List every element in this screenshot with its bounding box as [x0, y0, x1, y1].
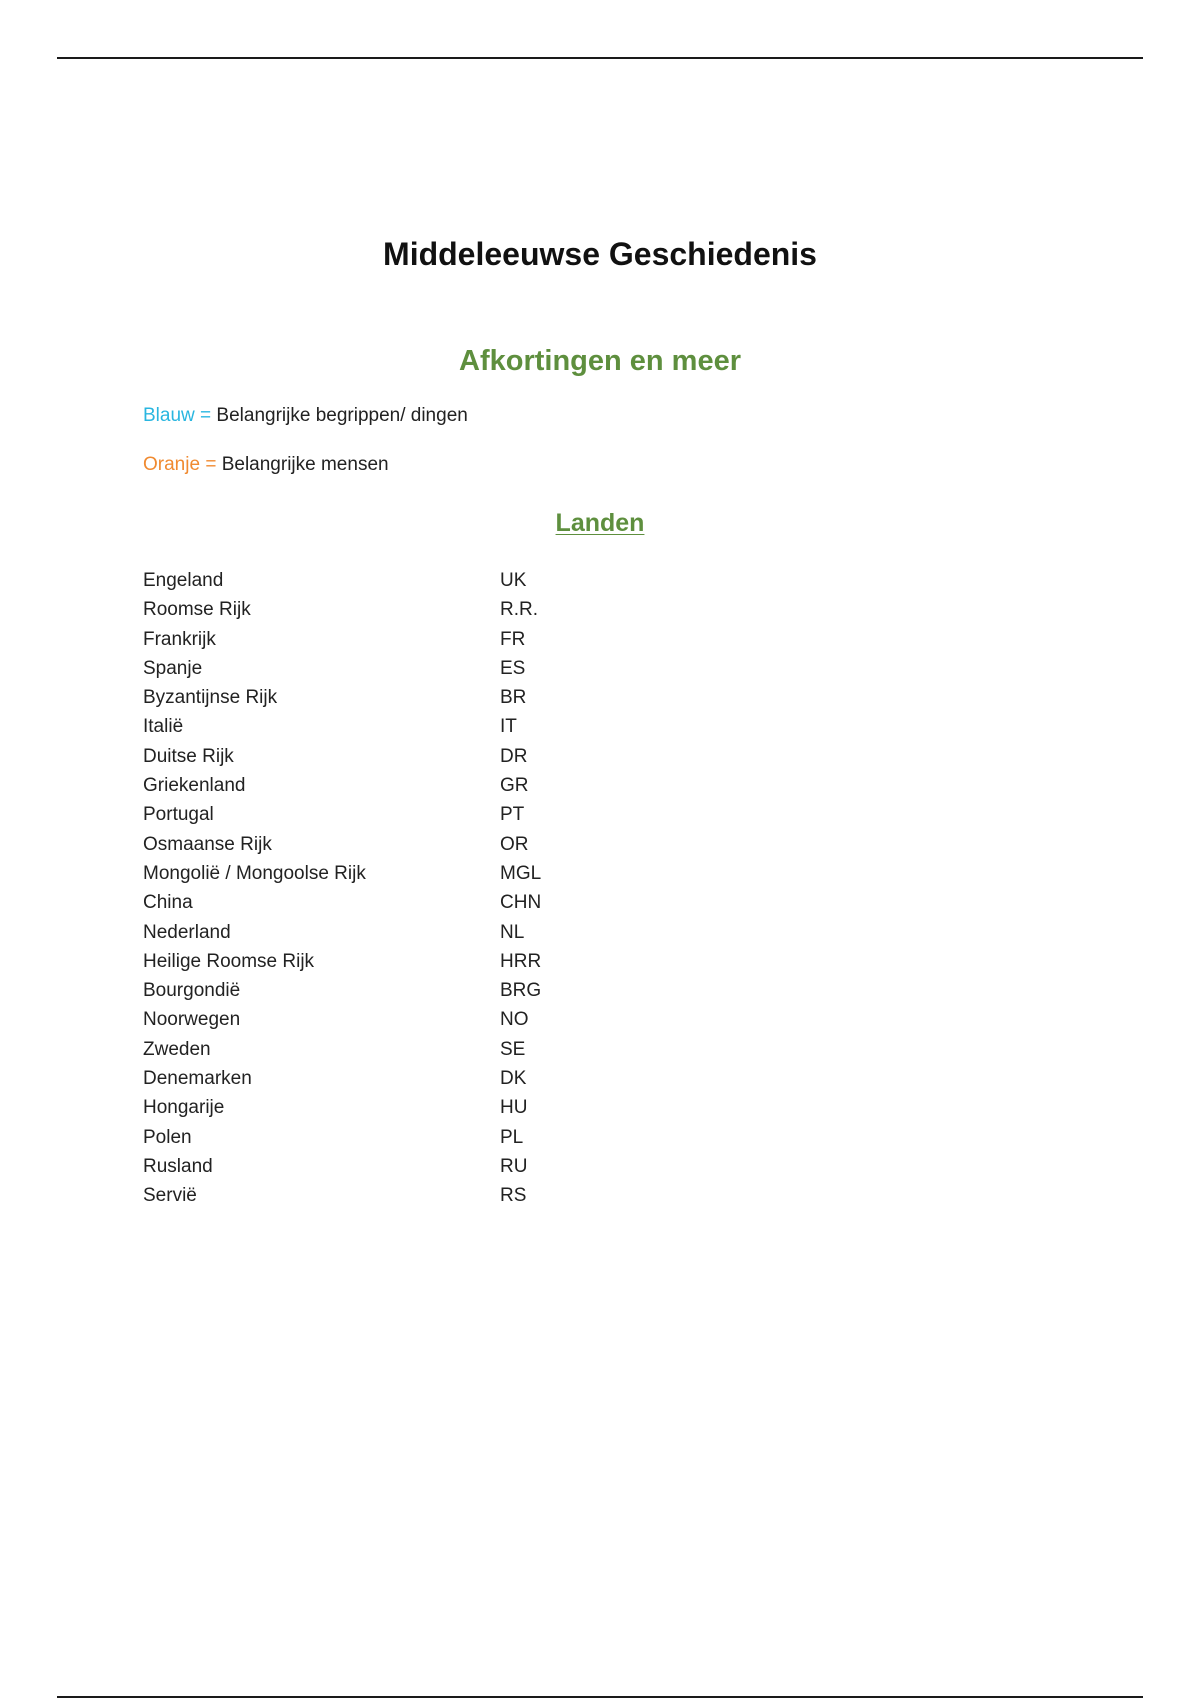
legend-equals-blue: = [200, 405, 212, 426]
country-code: GR [500, 775, 529, 797]
table-row [143, 625, 643, 654]
table-row [143, 683, 643, 712]
table-row [143, 1181, 643, 1210]
legend-item-orange [143, 454, 389, 476]
country-code: BRG [500, 980, 542, 1002]
country-code: ES [500, 657, 526, 679]
country-name: Polen [143, 1126, 192, 1148]
table-row [143, 1152, 643, 1181]
legend-description-orange: Belangrijke mensen [221, 454, 389, 475]
table-row [143, 1123, 643, 1152]
table-row [143, 918, 643, 947]
country-code: PT [500, 804, 525, 826]
country-name: Hongarije [143, 1097, 225, 1119]
table-row [143, 888, 643, 917]
country-code: DK [500, 1068, 527, 1090]
table-row [143, 1005, 643, 1034]
country-code: RU [500, 1155, 528, 1177]
table-row [143, 859, 643, 888]
country-code: IT [500, 716, 517, 738]
country-code: PL [500, 1126, 524, 1148]
table-row [143, 947, 643, 976]
legend-description-blue: Belangrijke begrippen/ dingen [216, 405, 468, 426]
country-code: CHN [500, 892, 542, 914]
country-code: SE [500, 1038, 526, 1060]
country-name: Noorwegen [143, 1009, 241, 1031]
country-code: RS [500, 1185, 527, 1207]
country-name: Rusland [143, 1155, 213, 1177]
country-name: Byzantijnse Rijk [143, 687, 278, 709]
country-code: MGL [500, 862, 542, 884]
country-code: R.R. [500, 599, 538, 621]
section-heading-landen: Landen [555, 509, 645, 537]
country-abbreviation-table [143, 566, 643, 1211]
country-code: NL [500, 921, 525, 943]
legend-key-blue: Blauw [143, 405, 195, 426]
table-row [143, 771, 643, 800]
country-name: Nederland [143, 921, 231, 943]
country-name: Engeland [143, 570, 224, 591]
table-row [143, 654, 643, 683]
country-name: Duitse Rijk [143, 745, 234, 767]
country-code: FR [500, 628, 526, 650]
country-code: HU [500, 1097, 528, 1119]
country-name: Spanje [143, 657, 203, 679]
table-row [143, 830, 643, 859]
table-row [143, 566, 643, 595]
legend-equals-orange: = [205, 454, 217, 475]
country-name: Portugal [143, 804, 214, 826]
country-code: BR [500, 687, 527, 709]
country-code: UK [500, 570, 527, 591]
country-name: Italië [143, 716, 184, 738]
page-title: Middeleeuwse Geschiedenis [383, 236, 817, 272]
country-name: Zweden [143, 1038, 211, 1060]
table-row [143, 976, 643, 1005]
header-rule [57, 57, 1143, 59]
table-row [143, 1093, 643, 1122]
country-code: OR [500, 833, 529, 855]
country-name: Mongolië / Mongoolse Rijk [143, 862, 366, 884]
country-name: China [143, 892, 193, 914]
country-code: DR [500, 745, 528, 767]
table-row [143, 800, 643, 829]
country-name: Frankrijk [143, 628, 216, 650]
legend-item-blue [143, 405, 468, 427]
legend-key-orange: Oranje [143, 454, 201, 475]
country-name: Griekenland [143, 775, 246, 797]
country-name: Osmaanse Rijk [143, 833, 272, 855]
country-name: Servië [143, 1185, 197, 1207]
table-row [143, 595, 643, 624]
table-row [143, 1035, 643, 1064]
table-row [143, 1064, 643, 1093]
country-name: Roomse Rijk [143, 599, 251, 621]
country-name: Bourgondië [143, 980, 241, 1002]
page-subtitle: Afkortingen en meer [459, 345, 741, 377]
table-row [143, 712, 643, 741]
country-code: HRR [500, 950, 542, 972]
country-code: NO [500, 1009, 529, 1031]
table-row [143, 742, 643, 771]
footer-rule [57, 1696, 1143, 1698]
country-name: Denemarken [143, 1068, 252, 1090]
country-name: Heilige Roomse Rijk [143, 950, 315, 972]
